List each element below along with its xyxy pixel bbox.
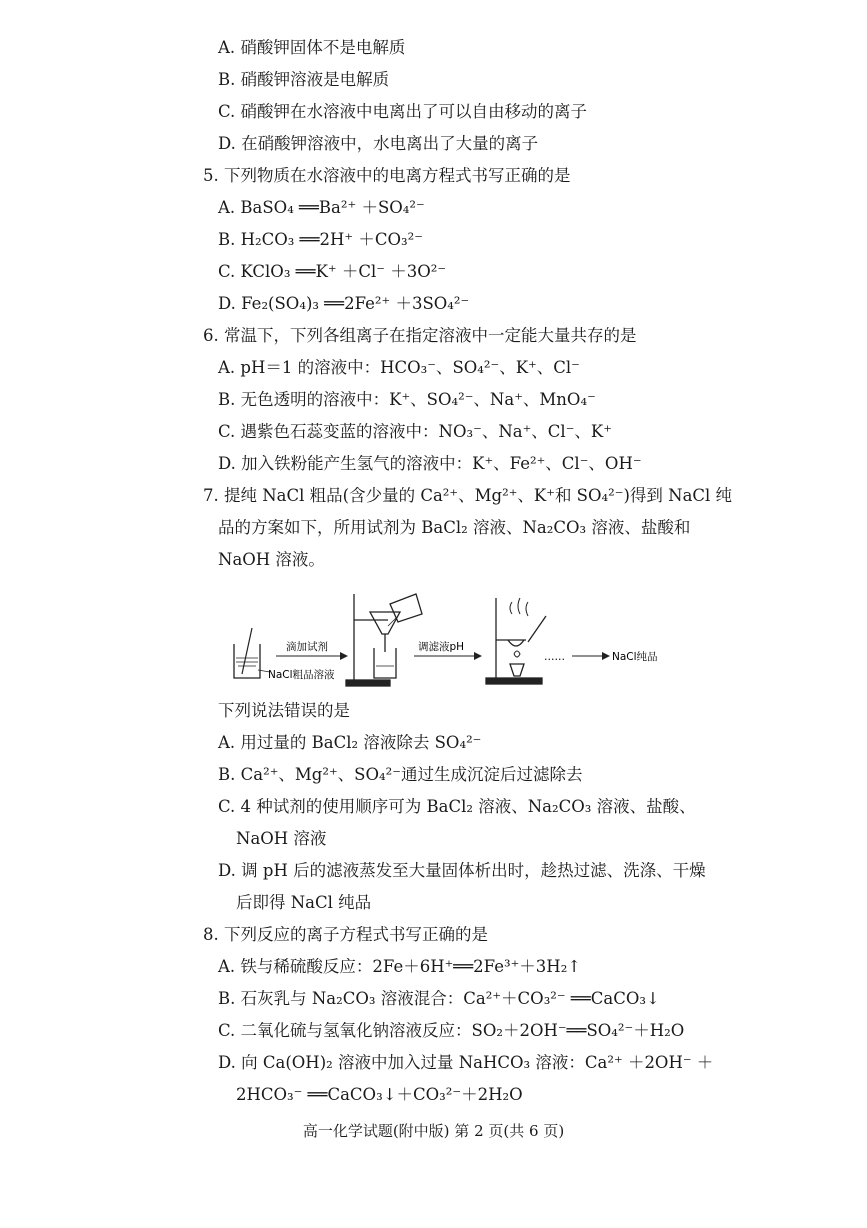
arrow-icon [276, 652, 348, 660]
add-reagent-label: 滴加试剂 [286, 641, 328, 653]
text-line: 7. 提纯 NaCl 粗品(含少量的 Ca²⁺、Mg²⁺、K⁺和 SO₄²⁻)得到 NaCl 纯 [203, 486, 733, 505]
page-footer: 高一化学试题(附中版) 第 2 页(共 6 页) [302, 1122, 565, 1140]
text-line: C. KClO₃ ══K⁺ ＋Cl⁻ ＋3O²⁻ [218, 262, 447, 281]
text-line: 6. 常温下，下列各组离子在指定溶液中一定能大量共存的是 [203, 326, 637, 345]
text-line: C. 遇紫色石蕊变蓝的溶液中：NO₃⁻、Na⁺、Cl⁻、K⁺ [218, 422, 612, 441]
text-line: A. 铁与稀硫酸反应：2Fe＋6H⁺══2Fe³⁺＋3H₂↑ [218, 957, 582, 976]
text-line: B. 无色透明的溶液中：K⁺、SO₄²⁻、Na⁺、MnO₄⁻ [218, 390, 596, 409]
text-line: B. H₂CO₃ ══2H⁺ ＋CO₃²⁻ [218, 230, 423, 249]
purification-diagram [228, 592, 698, 692]
text-line: D. 向 Ca(OH)₂ 溶液中加入过量 NaHCO₃ 溶液：Ca²⁺ ＋2OH⁻ ＋ [218, 1053, 714, 1072]
text-line: D. 加入铁粉能产生氢气的溶液中：K⁺、Fe²⁺、Cl⁻、OH⁻ [218, 454, 642, 473]
crude-solution-label: NaCl粗品溶液 [268, 669, 335, 681]
filtration-apparatus-icon [346, 594, 422, 686]
text-line: C. 硝酸钾在水溶液中电离出了可以自由移动的离子 [218, 102, 588, 121]
text-line: B. 石灰乳与 Na₂CO₃ 溶液混合：Ca²⁺＋CO₃²⁻ ══CaCO₃↓ [218, 989, 660, 1008]
text-line: A. BaSO₄ ══Ba²⁺ ＋SO₄²⁻ [218, 198, 425, 217]
dots-label: …… [544, 651, 565, 663]
text-line: B. Ca²⁺、Mg²⁺、SO₄²⁻通过生成沉淀后过滤除去 [218, 765, 583, 784]
text-line: 后即得 NaCl 纯品 [236, 893, 372, 912]
text-line: 品的方案如下，所用试剂为 BaCl₂ 溶液、Na₂CO₃ 溶液、盐酸和 [218, 518, 691, 537]
arrow-icon [414, 652, 482, 660]
text-line: 8. 下列反应的离子方程式书写正确的是 [203, 925, 488, 944]
text-line: NaOH 溶液。 [218, 550, 325, 569]
adjust-ph-label: 调滤液pH [418, 641, 465, 653]
text-line: C. 二氧化硫与氢氧化钠溶液反应：SO₂＋2OH⁻══SO₄²⁻＋H₂O [218, 1021, 685, 1040]
text-line: 5. 下列物质在水溶液中的电离方程式书写正确的是 [203, 166, 571, 185]
evaporation-apparatus-icon [486, 598, 546, 684]
arrow-icon [572, 652, 610, 660]
text-line: D. Fe₂(SO₄)₃ ══2Fe²⁺ ＋3SO₄²⁻ [218, 294, 470, 313]
text-line: D. 在硝酸钾溶液中，水电离出了大量的离子 [218, 134, 539, 153]
beaker-icon [234, 628, 260, 678]
text-line: 2HCO₃⁻ ══CaCO₃↓＋CO₃²⁻＋2H₂O [236, 1085, 523, 1104]
text-line: A. 硝酸钾固体不是电解质 [218, 38, 406, 57]
text-line: D. 调 pH 后的滤液蒸发至大量固体析出时，趁热过滤、洗涤、干燥 [218, 861, 706, 880]
product-label: NaCl纯品 [612, 651, 658, 663]
text-line: 下列说法错误的是 [218, 701, 350, 720]
text-line: B. 硝酸钾溶液是电解质 [218, 70, 390, 89]
text-line: C. 4 种试剂的使用顺序可为 BaCl₂ 溶液、Na₂CO₃ 溶液、盐酸、 [218, 797, 696, 816]
text-line: A. 用过量的 BaCl₂ 溶液除去 SO₄²⁻ [218, 733, 482, 752]
text-line: A. pH＝1 的溶液中：HCO₃⁻、SO₄²⁻、K⁺、Cl⁻ [218, 358, 580, 377]
text-line: NaOH 溶液 [236, 829, 327, 848]
